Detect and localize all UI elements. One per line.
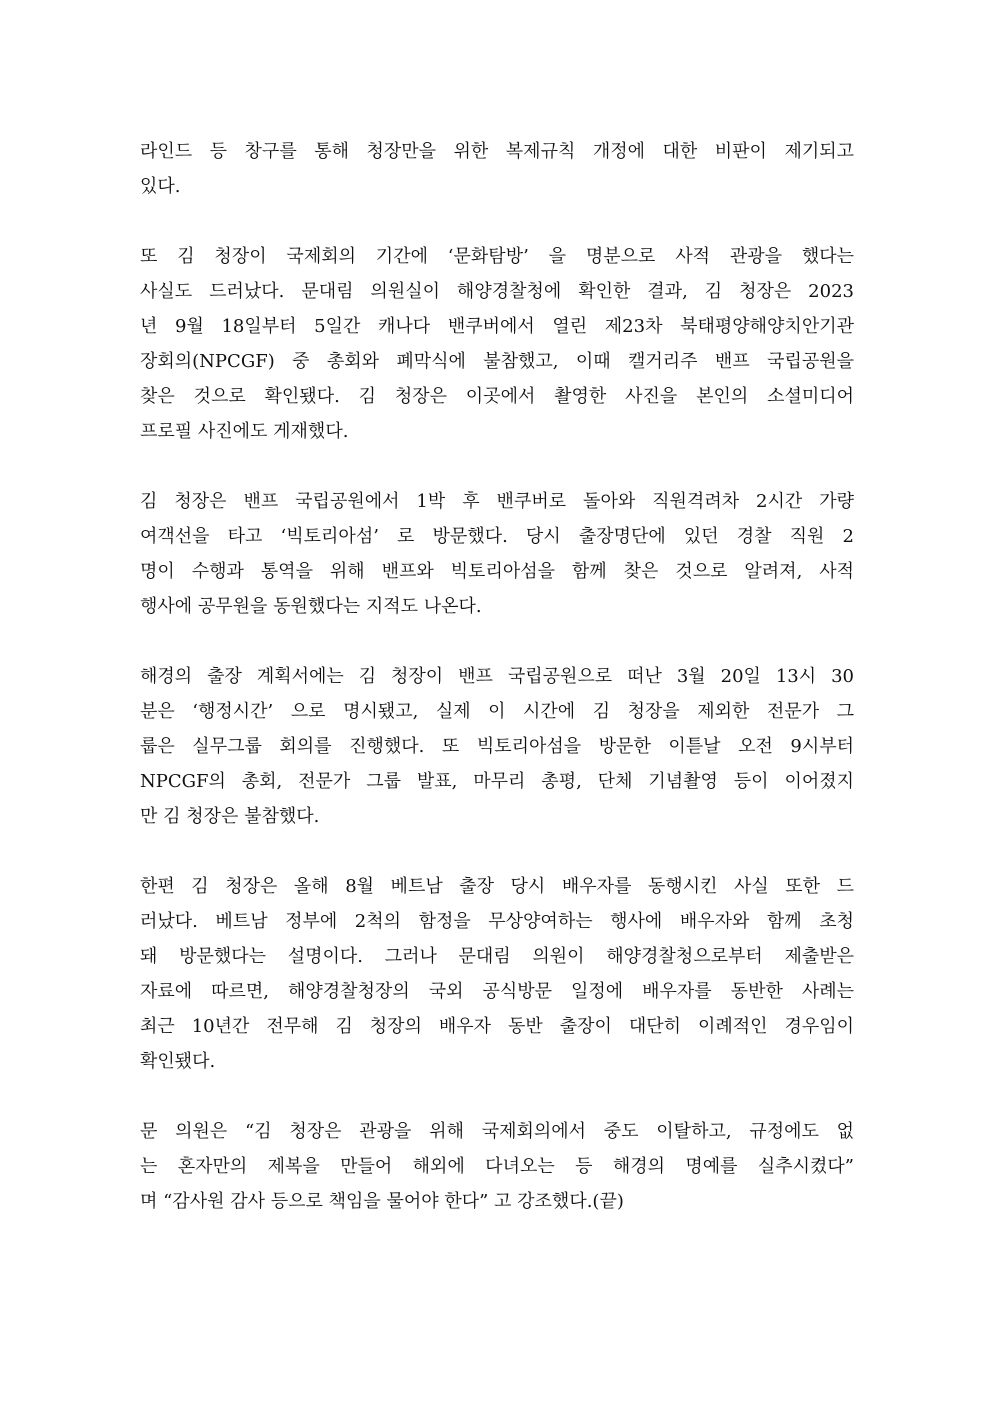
text-line: 라인드 등 창구를 통해 청장만을 위한 복제규칙 개정에 대한 비판이 제기되고 xyxy=(140,141,854,162)
text-line: 찾은 것으로 확인됐다. 김 청장은 이곳에서 촬영한 사진을 본인의 소셜미디어 xyxy=(140,386,854,407)
paragraph xyxy=(140,484,854,624)
paragraph xyxy=(140,869,854,1079)
paragraph xyxy=(140,659,854,834)
text-line: 또 김 청장이 국제회의 기간에 ‘문화탐방’ 을 명분으로 사적 관광을 했다는 xyxy=(140,246,854,267)
text-line: 돼 방문했다는 설명이다. 그러나 문대림 의원이 해양경찰청으로부터 제출받은 xyxy=(140,946,854,967)
paragraph xyxy=(140,239,854,449)
text-line: 며 “감사원 감사 등으로 책임을 물어야 한다” 고 강조했다.(끝) xyxy=(140,1191,624,1212)
text-line: 만 김 청장은 불참했다. xyxy=(140,806,320,827)
text-line: 있다. xyxy=(140,176,181,197)
text-line: 명이 수행과 통역을 위해 밴프와 빅토리아섬을 함께 찾은 것으로 알려져, 사적 xyxy=(140,561,854,582)
text-line: 장회의(NPCGF) 중 총회와 폐막식에 불참했고, 이때 캘거리주 밴프 국립공원을 xyxy=(140,351,854,372)
text-line: 룹은 실무그룹 회의를 진행했다. 또 빅토리아섬을 방문한 이튿날 오전 9시부터 xyxy=(140,736,854,757)
text-line: 김 청장은 밴프 국립공원에서 1박 후 밴쿠버로 돌아와 직원격려차 2시간 가량 xyxy=(140,491,854,512)
paragraph xyxy=(140,134,854,204)
text-line: 문 의원은 “김 청장은 관광을 위해 국제회의에서 중도 이탈하고, 규정에도 없 xyxy=(140,1121,854,1142)
document-content xyxy=(140,134,854,1219)
text-line: 행사에 공무원을 동원했다는 지적도 나온다. xyxy=(140,596,482,617)
text-line: 최근 10년간 전무해 김 청장의 배우자 동반 출장이 대단히 이례적인 경우임이 xyxy=(140,1016,854,1037)
text-line: NPCGF의 총회, 전문가 그룹 발표, 마무리 총평, 단체 기념촬영 등이 이어졌지 xyxy=(140,771,854,792)
text-line: 확인됐다. xyxy=(140,1051,216,1072)
text-line: 프로필 사진에도 게재했다. xyxy=(140,421,349,442)
paragraph xyxy=(140,1114,854,1219)
text-line: 자료에 따르면, 해양경찰청장의 국외 공식방문 일정에 배우자를 동반한 사례는 xyxy=(140,981,854,1002)
text-line: 사실도 드러났다. 문대림 의원실이 해양경찰청에 확인한 결과, 김 청장은 2023 xyxy=(140,281,854,302)
text-line: 는 혼자만의 제복을 만들어 해외에 다녀오는 등 해경의 명예를 실추시켰다” xyxy=(140,1156,854,1177)
text-line: 한편 김 청장은 올해 8월 베트남 출장 당시 배우자를 동행시킨 사실 또한 드 xyxy=(140,876,854,897)
text-line: 여객선을 타고 ‘빅토리아섬’ 로 방문했다. 당시 출장명단에 있던 경찰 직원 2 xyxy=(140,526,854,547)
text-line: 년 9월 18일부터 5일간 캐나다 밴쿠버에서 열린 제23차 북태평양해양치안기관 xyxy=(140,316,854,337)
text-line: 분은 ‘행정시간’ 으로 명시됐고, 실제 이 시간에 김 청장을 제외한 전문가 그 xyxy=(140,701,854,722)
text-line: 해경의 출장 계획서에는 김 청장이 밴프 국립공원으로 떠난 3월 20일 13시 30 xyxy=(140,666,854,687)
text-line: 러났다. 베트남 정부에 2척의 함정을 무상양여하는 행사에 배우자와 함께 초청 xyxy=(140,911,854,932)
